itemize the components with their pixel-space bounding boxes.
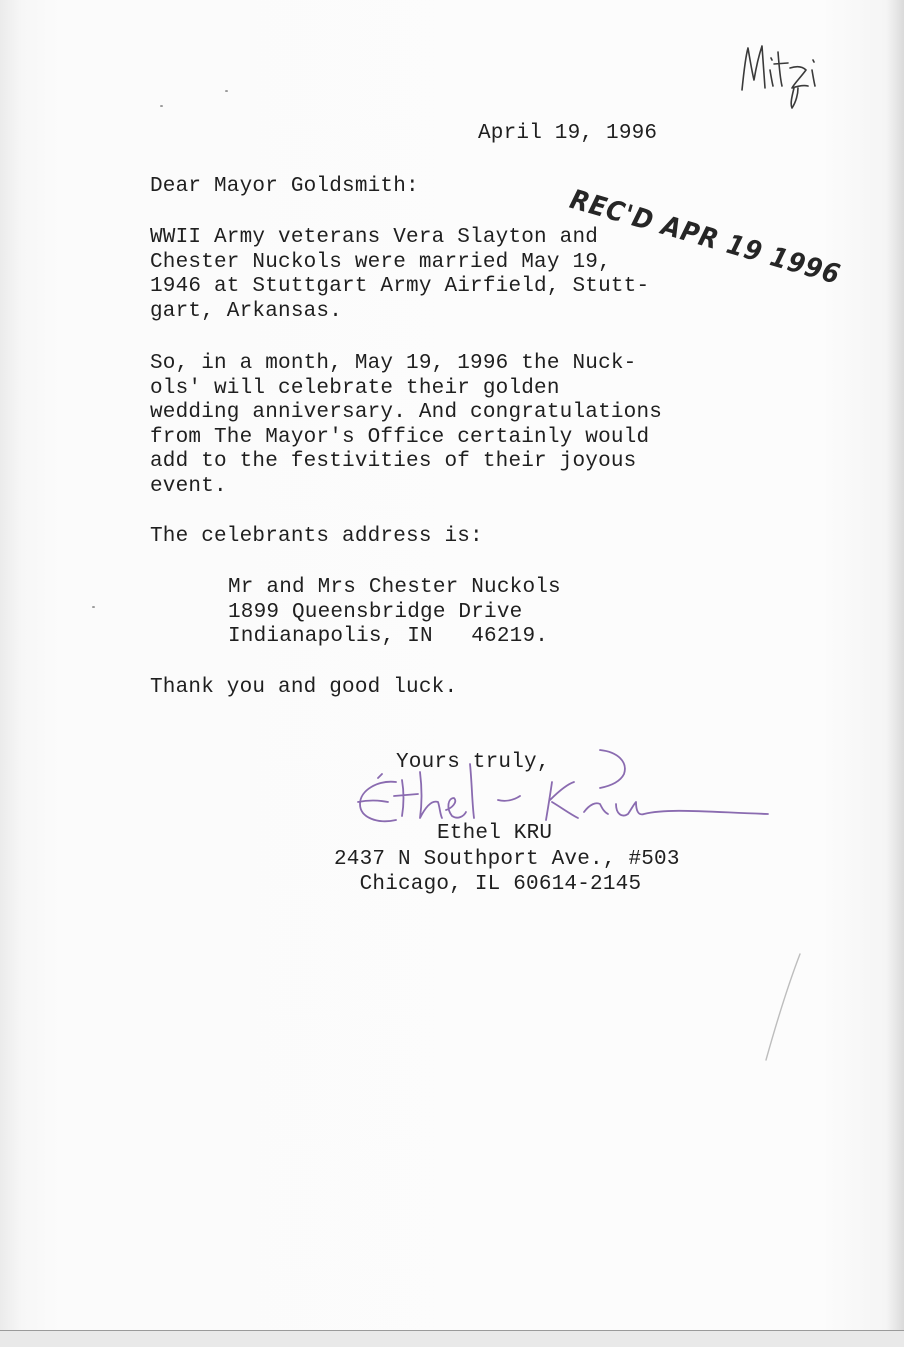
body-paragraph-1: WWII Army veterans Vera Slayton and Chester Nuckols were married May 19, 1946 at Stuttgart Army Airfield, Stutt- gart, Arkansas. — [150, 226, 650, 323]
signer-name: Ethel KRU — [437, 822, 553, 845]
handwritten-note — [732, 30, 842, 110]
paper-speck — [92, 606, 95, 608]
page-edge-shadow — [886, 0, 904, 1346]
body-paragraph-3: The celebrants address is: — [150, 525, 483, 548]
celebrant-address: Mr and Mrs Chester Nuckols 1899 Queensbridge Drive Indianapolis, IN 46219. — [228, 576, 561, 648]
paper-speck — [160, 105, 163, 107]
sender-address: 2437 N Southport Ave., #503 Chicago, IL 60614-2145 — [334, 848, 680, 896]
handwritten-signature — [338, 742, 778, 842]
complimentary-closing: Yours truly, — [396, 751, 550, 774]
stray-pencil-mark — [740, 950, 810, 1070]
salutation: Dear Mayor Goldsmith: — [150, 175, 419, 198]
thanks-line: Thank you and good luck. — [150, 676, 458, 699]
page-bottom-edge — [0, 1330, 904, 1347]
received-date-stamp: REC'D APR 19 1996 — [566, 184, 844, 291]
paper-speck — [225, 90, 228, 92]
body-paragraph-2: So, in a month, May 19, 1996 the Nuck- ols' will celebrate their golden wedding anniversary. And congratulations from The Mayor's Office certainly would add to the festivities of their joyous event. — [150, 352, 663, 498]
letter-date: April 19, 1996 — [478, 122, 658, 145]
